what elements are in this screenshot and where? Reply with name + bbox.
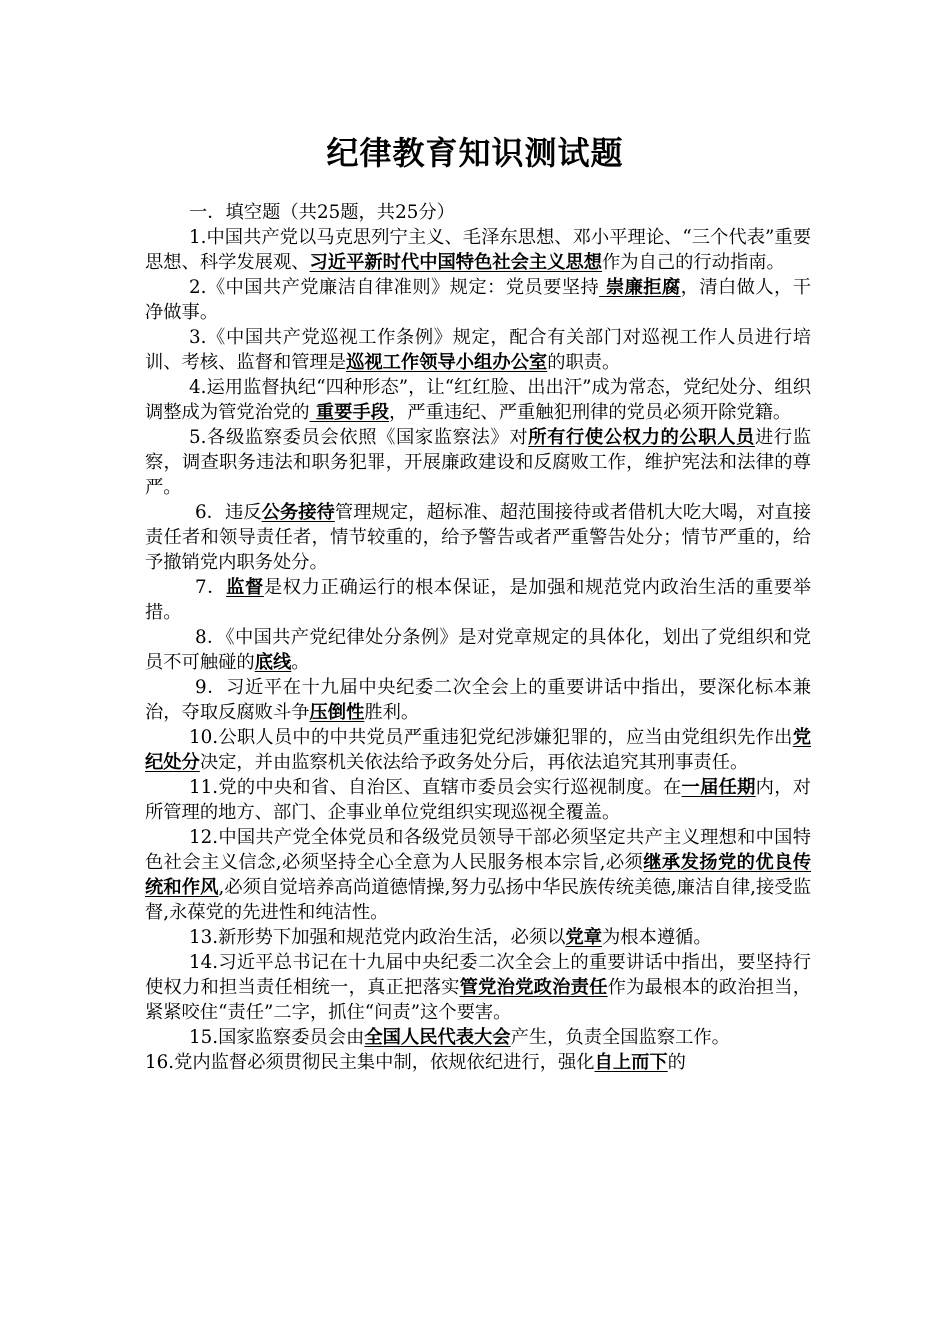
question-11 [145, 775, 811, 825]
question-14 [145, 950, 811, 1025]
answer-blank: 底线 [254, 652, 292, 673]
question-10 [145, 725, 811, 775]
answer-blank: 一届任期 [681, 777, 756, 798]
question-text: 12.中国共产党全体党员和各级党员领导干部必须坚定共产主义理想和中国特色社会主义信念,必须坚持全心全意为人民服务根本宗旨,必须 [145, 827, 811, 873]
question-text: ，清白做人，干净做事。 [145, 277, 812, 323]
question-text: 5.各级监察委员会依照《国家监察法》对 [189, 427, 529, 448]
question-6 [145, 500, 811, 575]
answer-blank: 压倒性 [309, 702, 365, 723]
question-13 [145, 925, 811, 950]
question-5 [145, 425, 811, 500]
question-text: 4.运用监督执纪“四种形态”，让“红红脸、出出汗”成为常态，党纪处分、组织调整成为管党治党的 [145, 377, 811, 423]
answer-blank: 公务接待 [261, 502, 335, 523]
question-text: 作为最根本的政治担当，紧紧咬住“责任”二字，抓住“问责”这个要害。 [145, 977, 812, 1023]
answer-blank: 继承发扬党的优良传统和作风 [145, 852, 812, 898]
question-4 [145, 375, 811, 425]
question-text: 6．违反 [195, 502, 262, 523]
question-text: 10.公职人员中的中共党员严重违犯党纪涉嫌犯罪的，应当由党组织先作出 [189, 727, 793, 748]
question-text: 3.《中国共产党巡视工作条例》规定，配合有关部门对巡视工作人员进行培训、考核、监督和管理是 [145, 327, 811, 373]
answer-blank: 所有行使公权力的公职人员 [528, 427, 755, 448]
question-text: 16.党内监督必须贯彻民主集中制，依规依纪进行，强化 [145, 1052, 595, 1073]
section-header: 一．填空题（共25题，共25分） [189, 202, 455, 223]
document-title: 纪律教育知识测试题 [326, 134, 624, 172]
question-1 [145, 225, 811, 275]
question-text: 进行监察，调查职务违法和职务犯罪，开展廉政建设和反腐败工作，维护宪法和法律的尊严。 [145, 427, 812, 498]
answer-blank: 崇廉拒腐 [599, 277, 681, 298]
question-8 [145, 625, 811, 675]
question-text: 的职责。 [547, 352, 621, 373]
question-text: ，严重违纪、严重触犯刑律的党员必须开除党籍。 [389, 402, 792, 423]
question-text: 1.中国共产党以马克思列宁主义、毛泽东思想、邓小平理论、“三个代表”重要思想、科学发展观、 [145, 227, 811, 273]
answer-blank: 监督 [226, 577, 264, 598]
question-9 [145, 675, 811, 725]
question-text: 11.党的中央和省、自治区、直辖市委员会实行巡视制度。在 [189, 777, 682, 798]
question-text: 是权力正确运行的根本保证，是加强和规范党内政治生活的重要举措。 [145, 577, 812, 623]
question-text: 2.《中国共产党廉洁自律准则》规定：党员要坚持 [189, 277, 600, 298]
question-text: 7． [195, 577, 227, 598]
question-text: 产生，负责全国监察工作。 [510, 1027, 730, 1048]
question-2 [145, 275, 811, 325]
question-text: 决定，并由监察机关依法给予政务处分后，再依法追究其刑事责任。 [199, 752, 749, 773]
question-text: 管理规定，超标准、超范围接待或者借机大吃大喝，对直接责任者和领导责任者，情节较重的，给予警告或者严重警告处分；情节严重的，给予撤销党内职务处分。 [145, 502, 812, 573]
question-text: 。 [291, 652, 310, 673]
question-text: 为根本遵循。 [601, 927, 712, 948]
answer-blank: 管党治党政治责任 [459, 977, 608, 998]
question-7 [145, 575, 811, 625]
question-12 [145, 825, 811, 925]
question-text: 胜利。 [364, 702, 420, 723]
document-body [145, 200, 811, 1075]
question-3 [145, 325, 811, 375]
question-text: 13.新形势下加强和规范党内政治生活，必须以 [189, 927, 566, 948]
answer-blank: 重要手段 [309, 402, 390, 423]
question-text: ,必须自觉培养高尚道德情操,努力弘扬中华民族传统美德,廉洁自律,接受监督,永葆党的先进性和纯洁性。 [145, 877, 811, 923]
question-text: 内，对所管理的地方、部门、企事业单位党组织实现巡视全覆盖。 [145, 777, 812, 823]
answer-blank: 党章 [565, 927, 602, 948]
question-text: 的 [667, 1052, 686, 1073]
question-text: 9．习近平在十九届中央纪委二次全会上的重要讲话中指出，要深化标本兼治，夺取反腐败斗争 [145, 677, 811, 723]
question-text: 14.习近平总书记在十九届中央纪委二次全会上的重要讲话中指出，要坚持行使权力和担当责任相统一，真正把落实 [145, 952, 811, 998]
answer-blank: 自上而下 [594, 1052, 668, 1073]
answer-blank: 党纪处分 [145, 727, 811, 773]
answer-blank: 习近平新时代中国特色社会主义思想 [309, 252, 603, 273]
question-text: 15.国家监察委员会由 [189, 1027, 365, 1048]
question-16 [145, 1050, 811, 1075]
question-text: 作为自己的行动指南。 [602, 252, 785, 273]
answer-blank: 巡视工作领导小组办公室 [346, 352, 548, 373]
question-text: 8．《中国共产党纪律处分条例》是对党章规定的具体化，划出了党组织和党员不可触碰的 [145, 627, 811, 673]
question-15 [145, 1025, 811, 1050]
answer-blank: 全国人民代表大会 [364, 1027, 511, 1048]
